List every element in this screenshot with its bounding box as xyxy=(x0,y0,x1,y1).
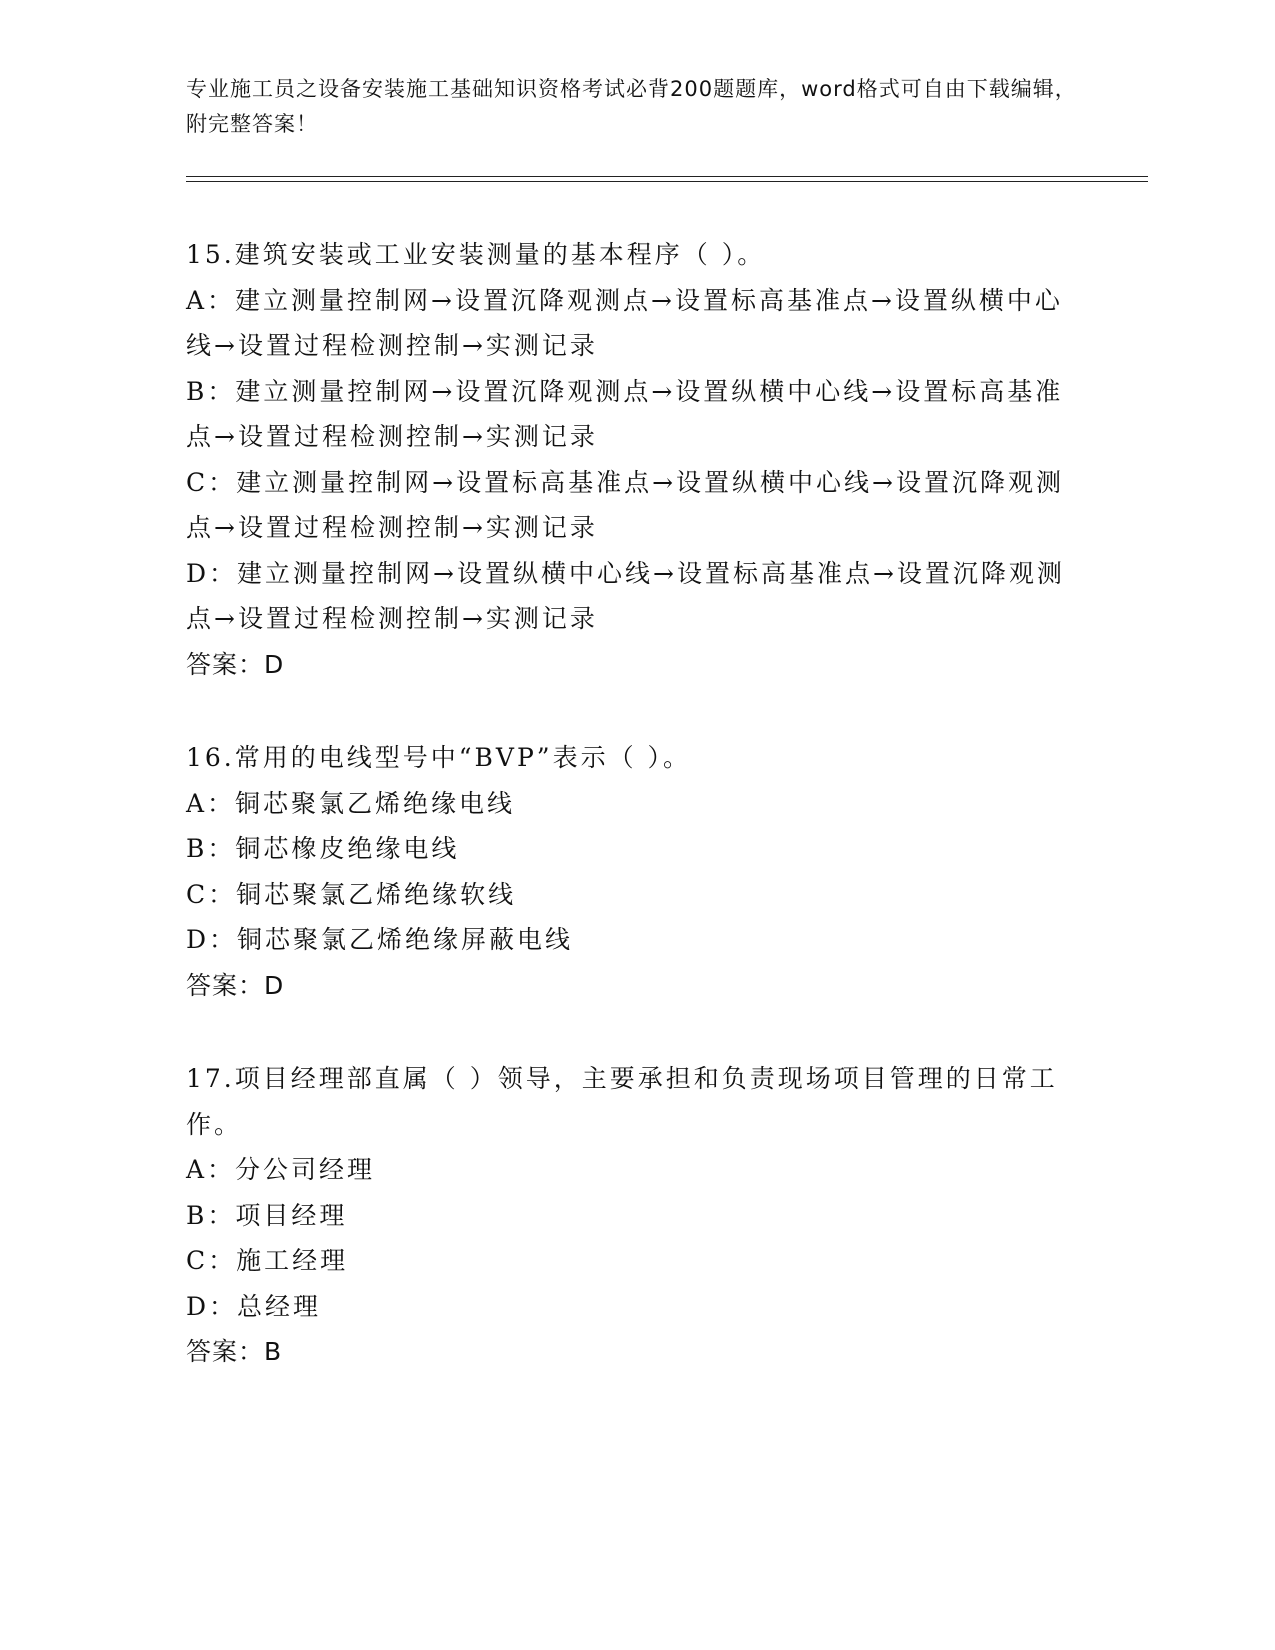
option-b: B：铜芯橡皮绝缘电线 xyxy=(186,834,460,863)
question-16 xyxy=(186,735,1086,1008)
option-c: C：施工经理 xyxy=(186,1246,349,1275)
option-d: D：建立测量控制网→设置纵横中心线→设置标高基准点→设置沉降观测点→设置过程检测控制→实测记录 xyxy=(186,558,1065,633)
option-a: A：铜芯聚氯乙烯绝缘电线 xyxy=(186,788,516,818)
question-stem: 17.项目经理部直属（ ）领导，主要承担和负责现场项目管理的日常工作。 xyxy=(186,1064,1058,1139)
header-divider-bottom xyxy=(186,181,1148,182)
option-b: B：项目经理 xyxy=(186,1200,348,1230)
answer: 答案：B xyxy=(186,1337,283,1366)
question-stem: 16.常用的电线型号中“BVP”表示（ ）。 xyxy=(186,743,692,772)
option-a: A：分公司经理 xyxy=(186,1155,376,1184)
header-divider-top xyxy=(186,176,1148,177)
option-d: D：总经理 xyxy=(186,1291,322,1321)
question-15 xyxy=(186,232,1086,687)
question-list xyxy=(186,232,1086,1423)
option-a: A：建立测量控制网→设置沉降观测点→设置标高基准点→设置纵横中心线→设置过程检测控制→实测记录 xyxy=(186,285,1063,360)
question-17 xyxy=(186,1056,1086,1375)
question-stem: 15.建筑安装或工业安装测量的基本程序（ ）。 xyxy=(186,240,766,269)
header-title: 专业施工员之设备安装施工基础知识资格考试必背200题题库，word格式可自由下载编辑，附完整答案！ xyxy=(186,77,1077,136)
option-c: C：建立测量控制网→设置标高基准点→设置纵横中心线→设置沉降观测点→设置过程检测控制→实测记录 xyxy=(186,467,1064,542)
option-c: C：铜芯聚氯乙烯绝缘软线 xyxy=(186,879,517,909)
answer: 答案：D xyxy=(186,649,285,679)
option-b: B：建立测量控制网→设置沉降观测点→设置纵横中心线→设置标高基准点→设置过程检测控制→实测记录 xyxy=(186,376,1064,451)
option-d: D：铜芯聚氯乙烯绝缘屏蔽电线 xyxy=(186,925,574,954)
answer: 答案：D xyxy=(186,970,285,1000)
